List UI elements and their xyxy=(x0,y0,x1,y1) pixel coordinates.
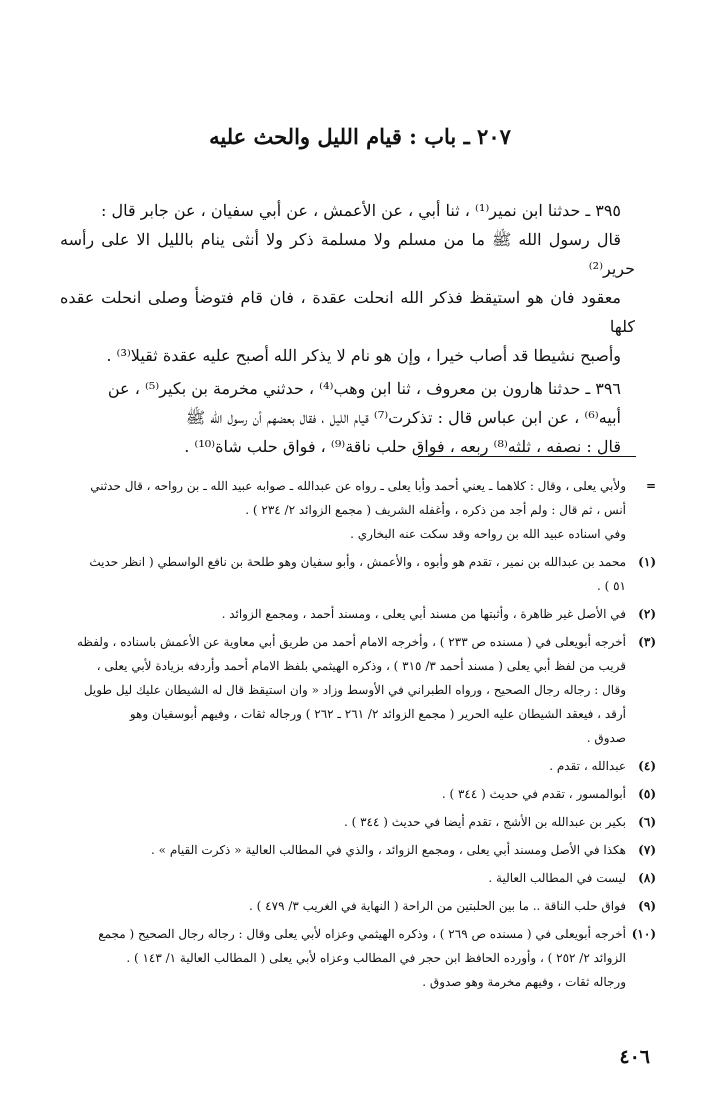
chapter-title: ٢٠٧ ـ باب : قيام الليل والحث عليه xyxy=(209,124,511,149)
hadith-line: قال رسول الله ﷺ ما من مسلم ولا مسلمة ذكر ولا أنثى ينام بالليل الا على رأسه حرير⁽²⁾ xyxy=(60,230,635,278)
footnote-line: أبوالمسور ، تقدم في حديث ( ٣٤٤ ) . xyxy=(441,787,626,801)
footnote-number: (١٠) xyxy=(631,927,656,941)
footnote-number: (٤) xyxy=(638,759,656,773)
footnote-line: وقال : رجاله رجال الصحيح ، ورواه الطبراني في الأوسط وزاد « وان استيقظ قال له الشيطان عليك ليل طويل xyxy=(83,683,626,697)
hadith-395 xyxy=(60,196,635,370)
footnote-10 xyxy=(52,922,656,994)
footnote-divider xyxy=(418,456,636,457)
footnote-8 xyxy=(52,866,656,890)
footnote-line: ليست في المطالب العالية . xyxy=(488,871,626,885)
footnote-line: في الأصل غير ظاهرة ، وأثبتها من مسند أبي يعلى ، ومسند أحمد ، ومجمع الزوائد . xyxy=(221,607,626,621)
page-number: ٤٠٦ xyxy=(619,1046,650,1068)
footnote-number: (١) xyxy=(638,555,656,569)
footnote-number: (٨) xyxy=(638,871,656,885)
hadith-line: أبيه⁽⁶⁾ ، عن ابن عباس قال : تذكرت⁽⁷⁾ قيام الليل ، فقال بعضهم أن رسول الله ﷺ xyxy=(185,408,621,427)
hadith-text-block xyxy=(60,196,635,465)
footnote-line: أخرجه أبويعلى في ( مسنده ص ٢٣٣ ) ، وأخرجه الامام أحمد من طريق أبي معاوية عن الأعمش باسناده ، ولفظه xyxy=(76,635,626,649)
footnote-2 xyxy=(52,602,656,626)
footnote-number: (٢) xyxy=(638,607,656,621)
footnote-number: (٦) xyxy=(638,815,656,829)
footnote-line: محمد بن عبدالله بن نمير ، تقدم هو وأبوه ، والأعمش ، وأبو سفيان وهو طلحة بن نافع الواسطي ( انظر حديث xyxy=(89,555,626,569)
footnote-line: عبدالله ، تقدم . xyxy=(549,759,626,773)
footnote-line: أنس ، ثم قال : ولم أجد من ذكره ، وأغفله الشريف ( مجمع الزوائد ٢/ ٢٣٤ ) . xyxy=(245,503,626,517)
footnote-line: هكذا في الأصل ومسند أبي يعلى ، ومجمع الزوائد ، والذي في المطالب العالية « ذكرت القيام » . xyxy=(151,843,626,857)
footnote-text xyxy=(52,866,626,890)
footnote-continuation xyxy=(52,474,656,546)
footnote-number: = xyxy=(645,479,656,493)
footnote-9 xyxy=(52,894,656,918)
footnote-line: أرقد ، فيعقد الشيطان عليه الحرير ( مجمع الزوائد ٢/ ٢٦١ ـ ٢٦٢ ) ورجاله ثقات ، وفيهم أبوسفيان وهو xyxy=(129,707,626,721)
footnote-line: بكير بن عبدالله بن الأشج ، تقدم أيضا في حديث ( ٣٤٤ ) . xyxy=(343,815,626,829)
hadith-line: معقود فان هو استيقظ فذكر الله انحلت عقدة ، فان قام فتوضأ وصلى انحلت عقده كلها xyxy=(60,288,635,336)
footnote-7 xyxy=(52,838,656,862)
footnote-text xyxy=(52,782,626,806)
footnote-line: ولأبي يعلى ، وقال : كلاهما ـ يعني أحمد وأبا يعلى ـ رواه عن عبدالله ـ صوابه عبيد الله ـ بن رواحه ، قال حدثني xyxy=(90,479,626,493)
footnote-text xyxy=(52,550,626,598)
footnote-1 xyxy=(52,550,656,598)
hadith-line: ٣٩٦ ـ حدثنا هارون بن معروف ، ثنا ابن وهب⁽⁴⁾ ، حدثني مخرمة بن بكير⁽⁵⁾ ، عن xyxy=(107,379,621,398)
footnote-number: (٣) xyxy=(638,635,656,649)
footnote-text xyxy=(52,630,626,750)
footnote-text xyxy=(52,894,626,918)
footnote-number: (٩) xyxy=(638,899,656,913)
footnote-line: ٥١ ) . xyxy=(596,579,626,593)
hadith-line: وأصبح نشيطا قد أصاب خيرا ، وإن هو نام لا يذكر الله أصبح عليه عقدة ثقيلا⁽³⁾ . xyxy=(106,346,621,365)
footnote-line: صدوق . xyxy=(586,731,626,745)
hadith-line: قال : نصفه ، ثلثه⁽⁸⁾ ربعه ، فواق حلب ناقة⁽⁹⁾ ، فواق حلب شاة⁽¹⁰⁾ . xyxy=(184,437,621,456)
footnote-line: وفي اسناده عبيد الله بن رواحه وقد سكت عنه البخاري . xyxy=(350,527,626,541)
footnotes xyxy=(52,474,656,998)
footnote-text xyxy=(52,922,626,994)
hadith-line: ٣٩٥ ـ حدثنا ابن نمير⁽¹⁾ ، ثنا أبي ، عن الأعمش ، عن أبي سفيان ، عن جابر قال : xyxy=(100,201,621,220)
hadith-396 xyxy=(60,374,635,461)
footnote-text xyxy=(52,754,626,778)
footnote-number: (٥) xyxy=(638,787,656,801)
footnote-text xyxy=(52,474,626,546)
footnote-line: الزوائد ٢/ ٢٥٢ ) ، وأورده الحافظ ابن حجر في المطالب وعزاه لأبي يعلى ( المطالب العالية ١/ ١٤٣ ) . xyxy=(126,951,626,965)
footnote-text xyxy=(52,602,626,626)
footnote-line: ورجاله ثقات ، وفيهم مخرمة وهو صدوق . xyxy=(422,975,626,989)
footnote-line: فواق حلب الناقة .. ما بين الحلبتين من الراحة ( النهاية في الغريب ٣/ ٤٧٩ ) . xyxy=(249,899,626,913)
footnote-line: قريب من لفظ أبي يعلى ( مسند أحمد ٣/ ٣١٥ ) ، وذكره الهيثمي بلفظ الامام أحمد وأردفه بزيادة لأبي يعلى ، xyxy=(96,659,626,673)
footnote-text xyxy=(52,838,626,862)
footnote-number: (٧) xyxy=(638,843,656,857)
footnote-4 xyxy=(52,754,656,778)
footnote-5 xyxy=(52,782,656,806)
footnote-3 xyxy=(52,630,656,750)
footnote-6 xyxy=(52,810,656,834)
footnote-line: أخرجه أبويعلى في ( مسنده ص ٢٦٩ ) ، وذكره الهيثمي وعزاه لأبي يعلى وقال : رجاله رجال الصحيح ( مجمع xyxy=(98,927,626,941)
footnote-text xyxy=(52,810,626,834)
